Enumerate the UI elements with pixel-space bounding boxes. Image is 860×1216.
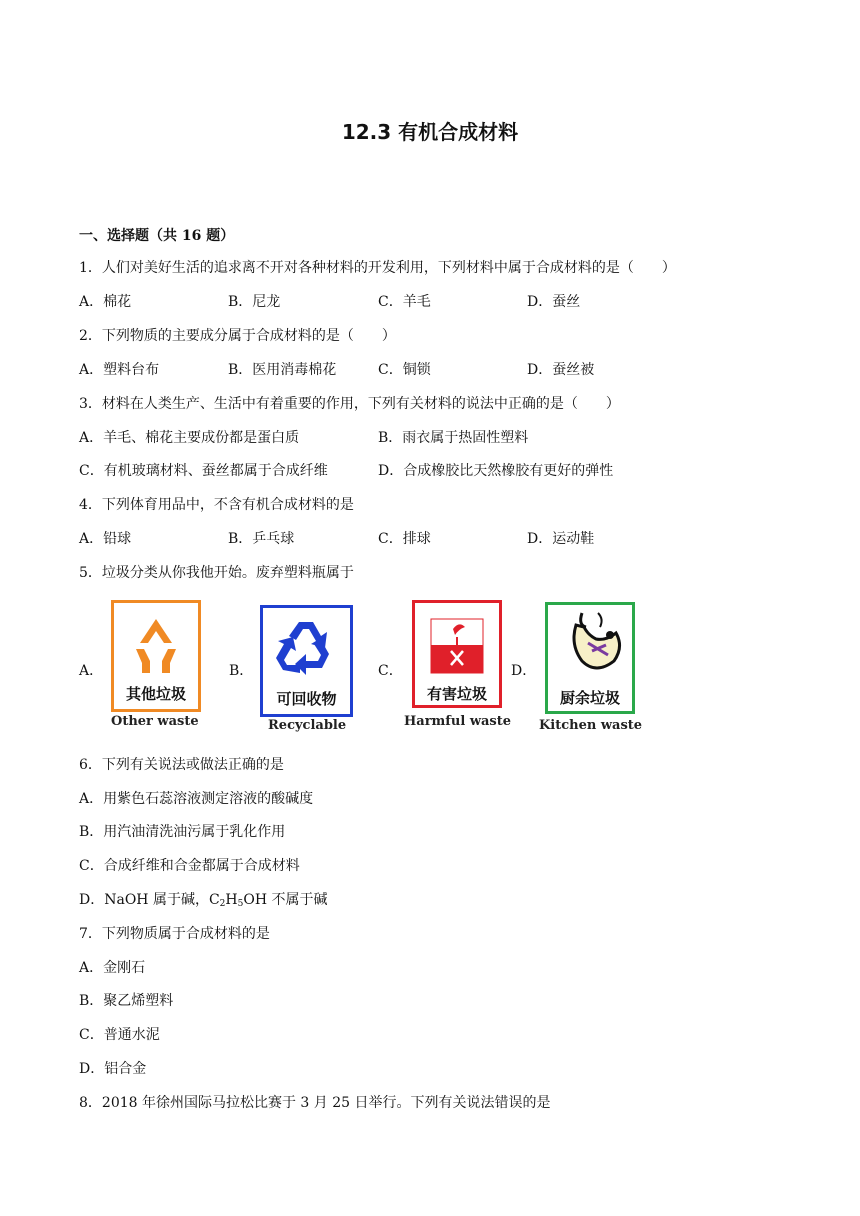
q3-option-a: A．羊毛、棉花主要成份都是蛋白质	[79, 430, 300, 446]
q4-option-d: D．运动鞋	[527, 531, 595, 547]
question-7: 7．下列物质属于合成材料的是	[79, 926, 270, 942]
bin-harmful-en: Harmful waste	[404, 714, 512, 729]
q7-option-b: B．聚乙烯塑料	[79, 993, 174, 1009]
bin-harmful-waste	[404, 600, 512, 734]
q6-option-a: A．用紫色石蕊溶液测定溶液的酸碱度	[79, 791, 314, 807]
bin-other-waste	[111, 600, 203, 730]
q5-option-a-letter: A．	[79, 663, 104, 679]
q4-option-c: C．排球	[378, 531, 431, 547]
q4-option-a: A．铅球	[79, 531, 132, 547]
q6-option-c: C．合成纤维和合金都属于合成材料	[79, 858, 300, 874]
waste-bin-options	[79, 600, 679, 740]
q6-d-sub1: 2	[219, 899, 226, 909]
bin-recyclable	[260, 600, 356, 734]
q2-option-c: C．铜锁	[378, 362, 431, 378]
q6-option-d	[79, 890, 328, 914]
recycle-icon	[263, 610, 350, 684]
bin-recyclable-en: Recyclable	[268, 718, 347, 733]
q6-option-b: B．用汽油清洗油污属于乳化作用	[79, 824, 286, 840]
bin-other-frame	[111, 600, 201, 712]
q1-option-d: D．蚕丝	[527, 294, 581, 310]
q2-option-d: D．蚕丝被	[527, 362, 595, 378]
bin-harmful-frame	[412, 600, 502, 708]
bin-other-en: Other waste	[111, 714, 199, 729]
question-1: 1．人们对美好生活的追求离不开对各种材料的开发利用，下列材料中属于合成材料的是（ ）	[79, 260, 676, 276]
q1-option-b: B．尼龙	[228, 294, 281, 310]
question-2: 2．下列物质的主要成分属于合成材料的是（ ）	[79, 328, 396, 344]
q2-option-a: A．塑料台布	[79, 362, 160, 378]
q4-option-b: B．乒乓球	[228, 531, 295, 547]
bin-kitchen-waste	[539, 600, 643, 734]
question-5: 5．垃圾分类从你我他开始。废弃塑料瓶属于	[79, 565, 354, 581]
q6-d-sub2: 5	[237, 899, 244, 909]
page-title: 12.3 有机合成材料	[341, 120, 519, 144]
bin-kitchen-cn: 厨余垃圾	[559, 689, 620, 707]
bin-harmful-cn: 有害垃圾	[426, 685, 487, 703]
question-6: 6．下列有关说法或做法正确的是	[79, 757, 284, 773]
other-waste-icon	[114, 609, 198, 679]
bin-kitchen-frame	[545, 602, 635, 714]
q6-d-mid: H	[225, 892, 238, 908]
harmful-waste-icon	[415, 607, 499, 677]
q3-option-d: D．合成橡胶比天然橡胶有更好的弹性	[378, 463, 614, 479]
q3-option-c: C．有机玻璃材料、蚕丝都属于合成纤维	[79, 463, 328, 479]
question-4: 4．下列体育用品中，不含有机合成材料的是	[79, 497, 354, 513]
bin-recyclable-cn: 可回收物	[276, 690, 337, 708]
bin-recyclable-frame	[260, 605, 353, 717]
q1-option-a: A．棉花	[79, 294, 132, 310]
q7-option-c: C．普通水泥	[79, 1027, 160, 1043]
q7-option-d: D．铝合金	[79, 1061, 147, 1077]
bin-kitchen-en: Kitchen waste	[539, 718, 643, 733]
q5-option-b-letter: B．	[229, 663, 254, 679]
question-3: 3．材料在人类生产、生活中有着重要的作用，下列有关材料的说法中正确的是（ ）	[79, 396, 620, 412]
q2-option-b: B．医用消毒棉花	[228, 362, 337, 378]
q3-option-b: B．雨衣属于热固性塑料	[378, 430, 529, 446]
q5-option-c-letter: C．	[378, 663, 403, 679]
q6-d-post: OH 不属于碱	[243, 892, 328, 908]
q5-option-d-letter: D．	[511, 663, 537, 679]
section-heading: 一、选择题（共 16 题）	[79, 228, 235, 244]
q1-option-c: C．羊毛	[378, 294, 431, 310]
q6-d-pre: D．NaOH 属于碱，C	[79, 892, 220, 908]
question-8: 8．2018 年徐州国际马拉松比赛于 3 月 25 日举行。下列有关说法错误的是	[79, 1095, 551, 1111]
bin-other-cn: 其他垃圾	[125, 685, 186, 703]
q7-option-a: A．金刚石	[79, 960, 146, 976]
kitchen-waste-icon	[548, 605, 632, 681]
